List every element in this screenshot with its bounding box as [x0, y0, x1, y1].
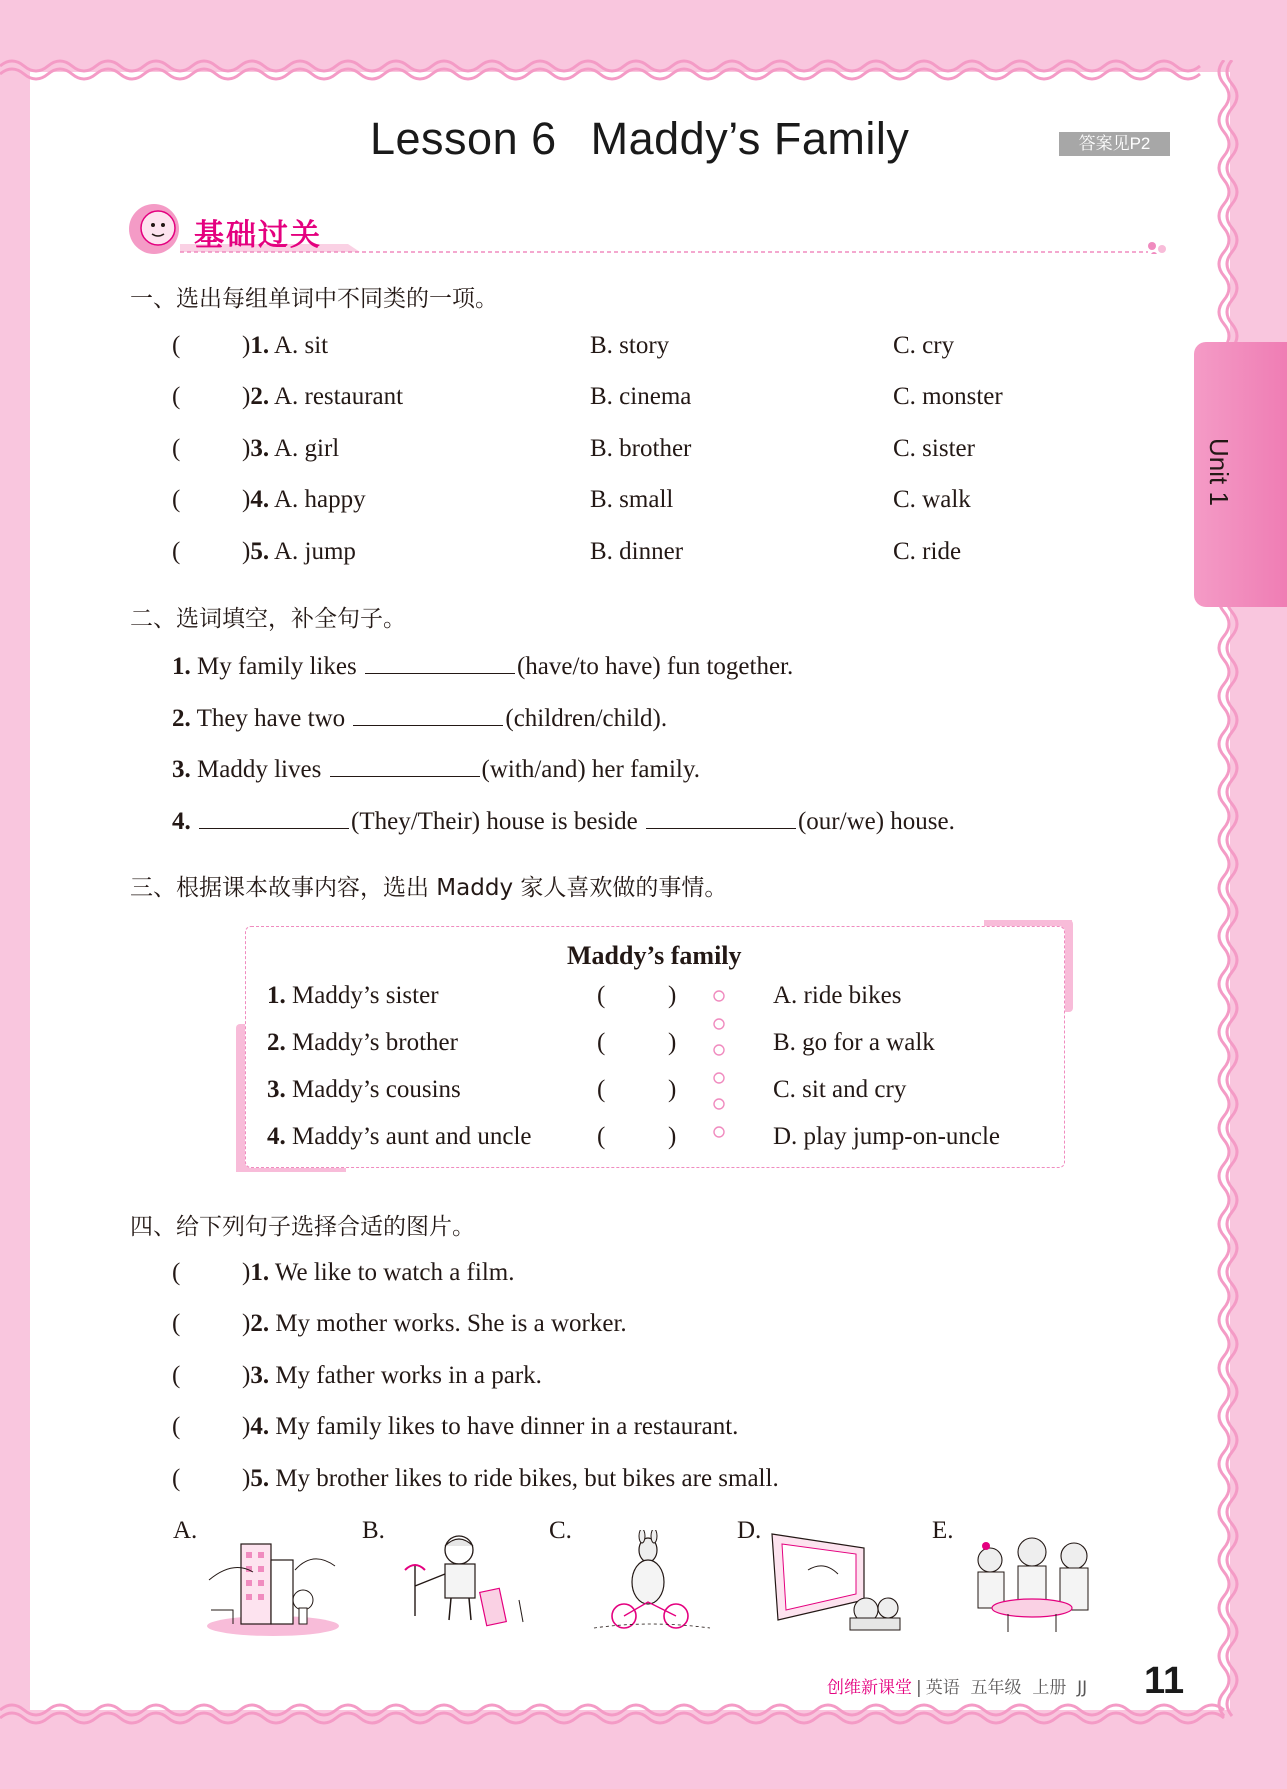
bottom-wave-border	[0, 1698, 1287, 1738]
top-wave-border	[0, 46, 1287, 86]
answer-blank[interactable]	[646, 805, 796, 829]
answer-blank[interactable]	[353, 702, 503, 726]
q1-item-2-option-b: B. cinema	[590, 383, 692, 410]
unit-tab-label: Unit 1	[1204, 438, 1234, 506]
picture-label-d: D.	[737, 1517, 762, 1544]
page-title	[370, 113, 909, 165]
footer-volume: 上册	[1032, 1678, 1067, 1698]
picture-b-worker	[395, 1530, 535, 1636]
picture-label-b: B.	[362, 1517, 385, 1544]
q2-item-1: 1. My family likes (have/to have) fun together.	[172, 650, 793, 683]
match-left-3: 3. Maddy’s cousins	[267, 1076, 461, 1103]
footer-brand: 创维新课堂	[827, 1678, 912, 1698]
q3-heading: 三、根据课本故事内容，选出 Maddy 家人喜欢做的事情。	[130, 875, 728, 901]
q2-item-2: 2. They have two (children/child).	[172, 702, 667, 735]
picture-d-cinema	[768, 1530, 908, 1636]
match-right-d: D. play jump-on-uncle	[773, 1123, 1001, 1150]
match-answer-paren-3[interactable]: (	[597, 1076, 606, 1103]
match-right-c: C. sit and cry	[773, 1076, 907, 1103]
q1-item-2-option-c: C. monster	[893, 383, 1003, 410]
footer-info: 创维新课堂 | 英语 五年级 上册 JJ	[827, 1678, 1088, 1698]
q1-item-1-option-c: C. cry	[893, 332, 955, 359]
q1-item-4-option-b: B. small	[590, 486, 674, 513]
q1-item-1-option-b: B. story	[590, 332, 670, 359]
picture-label-a: A.	[173, 1517, 198, 1544]
match-left-1: 1. Maddy’s sister	[267, 982, 439, 1009]
match-answer-paren-1[interactable]: (	[597, 982, 606, 1009]
q2-item-3: 3. Maddy lives (with/and) her family.	[172, 753, 700, 786]
match-answer-paren-2[interactable]: (	[597, 1029, 606, 1056]
answer-blank[interactable]	[199, 805, 349, 829]
q2-item-4: 4. (They/Their) house is beside (our/we) house.	[172, 805, 955, 838]
footer-subject: 英语	[925, 1678, 960, 1698]
q1-item-5-option-b: B. dinner	[590, 538, 684, 565]
answer-reference-tag: 答案见P2	[1059, 132, 1170, 156]
match-left-2: 2. Maddy’s brother	[267, 1029, 458, 1056]
q2-heading: 二、选词填空，补全句子。	[130, 606, 406, 632]
q1-item-3-option-b: B. brother	[590, 435, 692, 462]
match-right-b: B. go for a walk	[773, 1029, 935, 1056]
matching-box-title: Maddy’s family	[567, 941, 742, 970]
match-answer-paren-4[interactable]: (	[597, 1123, 606, 1150]
footer-edition: JJ	[1077, 1678, 1088, 1698]
q1-heading: 一、选出每组单词中不同类的一项。	[130, 286, 498, 312]
picture-e-family-dinner	[964, 1530, 1104, 1636]
q1-item-5-option-c: C. ride	[893, 538, 962, 565]
page-number: 11	[1144, 1660, 1185, 1702]
workbook-page: Unit 1 Lesson 6 Maddy’s Family 答案见P2 基础过关 一、选出每组单词中不同类的一项。 ( )1. A. sit B. story C. cry ( )2. A. restaurant B. cinema C. monster ( )3. A. girl B. brother C. sister ( )4. A. happy B. small C. walk ( )5. A. jump B. dinner C. ride 二、选词填空，补全句子。 1. My family likes (have/to have) fun together. 2. They have two (children/child). 3. Maddy lives (with/and) her family. 4. (They/Their) house is beside (our/we) house. 三、根据课本故事内容，选出 Maddy 家人喜欢做的事情。 Maddy’s family 1. Maddy’s sister 2. Maddy’s brother 3. Maddy’s cousins 4. Maddy’s aunt and uncle ( ) ( ) ( ) ( ) A. ride bikes B. go for a walk C. sit and cry D. play jump-on-uncle 四、给下列句子选择合适的图片。 ( )1. We like to watch a film. ( )2. My mother works. She is a worker. ( )3. My father works in a park. ( )4. My family likes to have dinner in a restaurant. ( )5. My brother likes to ride bikes, but bikes are small. A. B. C. D. E. 创维新课堂 | 英语 五年级 上册 JJ 11	[0, 0, 1287, 1789]
q4-heading: 四、给下列句子选择合适的图片。	[130, 1214, 475, 1240]
section-title: 基础过关	[194, 218, 322, 253]
answer-blank[interactable]	[330, 753, 480, 777]
picture-label-e: E.	[932, 1517, 954, 1544]
right-wave-border	[1204, 60, 1248, 1720]
match-left-4: 4. Maddy’s aunt and uncle	[267, 1123, 532, 1150]
connector-dots-icon	[710, 986, 728, 1138]
footer-grade: 五年级	[970, 1678, 1022, 1698]
match-right-a: A. ride bikes	[773, 982, 902, 1009]
picture-label-c: C.	[549, 1517, 572, 1544]
lesson-name: Maddy’s Family	[590, 113, 910, 164]
picture-c-riding-bike	[580, 1530, 720, 1636]
answer-blank[interactable]	[365, 650, 515, 674]
picture-a-restaurant-building	[203, 1530, 343, 1636]
q1-item-3-option-c: C. sister	[893, 435, 975, 462]
q1-item-4-option-c: C. walk	[893, 486, 971, 513]
lesson-number: Lesson 6	[370, 113, 557, 164]
